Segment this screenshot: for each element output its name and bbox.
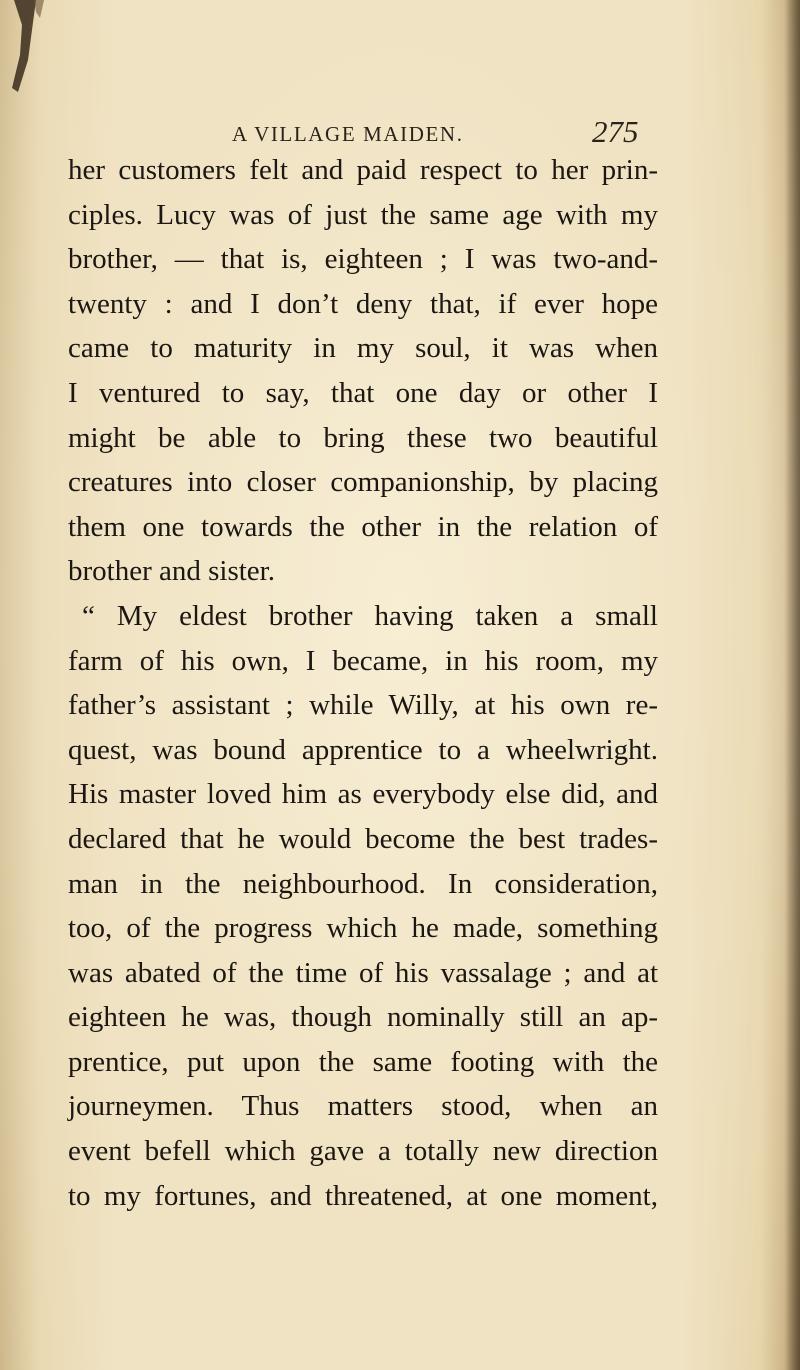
text-line: creatures into closer companionship, by placing: [68, 466, 658, 499]
text-line: farm of his own, I became, in his room, my: [68, 644, 658, 677]
text-line: to my fortunes, and threatened, at one moment,: [68, 1179, 658, 1212]
text-line: journeymen. Thus matters stood, when an: [68, 1090, 658, 1123]
page-number: 275: [592, 114, 639, 149]
text-line: brother and sister.: [68, 555, 275, 588]
text-line: His master loved him as everybody else did, and: [68, 778, 658, 811]
text-line: eighteen he was, though nominally still an ap-: [68, 1001, 658, 1034]
text-line: her customers felt and paid respect to her prin-: [68, 154, 658, 186]
text-line: prentice, put upon the same footing with the: [68, 1045, 658, 1078]
text-line: ciples. Lucy was of just the same age with my: [68, 198, 658, 231]
running-title: A VILLAGE MAIDEN.: [232, 122, 464, 146]
text-line: quest, was bound apprentice to a wheelwright.: [68, 733, 658, 766]
text-line: father’s assistant ; while Willy, at his own re-: [68, 689, 658, 722]
body-text: [68, 148, 658, 1218]
text-line: “ My eldest brother having taken a small: [82, 599, 658, 632]
running-head: [0, 112, 800, 152]
text-line: man in the neighbourhood. In consideration,: [68, 867, 658, 900]
page-corner-stain: [6, 0, 46, 95]
text-line: twenty : and I don’t deny that, if ever hope: [68, 287, 658, 320]
text-line: was abated of the time of his vassalage ; and at: [68, 956, 658, 989]
text-line: event befell which gave a totally new direction: [68, 1135, 658, 1168]
text-line: too, of the progress which he made, something: [68, 912, 658, 945]
binding-shadow: [784, 0, 800, 1370]
text-line: I ventured to say, that one day or other I: [68, 376, 658, 409]
text-line: declared that he would become the best trades-: [68, 822, 658, 855]
text-line: came to maturity in my soul, it was when: [68, 332, 658, 365]
text-line: them one towards the other in the relation of: [68, 510, 658, 543]
text-line: brother, — that is, eighteen ; I was two-and-: [68, 243, 658, 276]
text-line: might be able to bring these two beautiful: [68, 421, 658, 454]
